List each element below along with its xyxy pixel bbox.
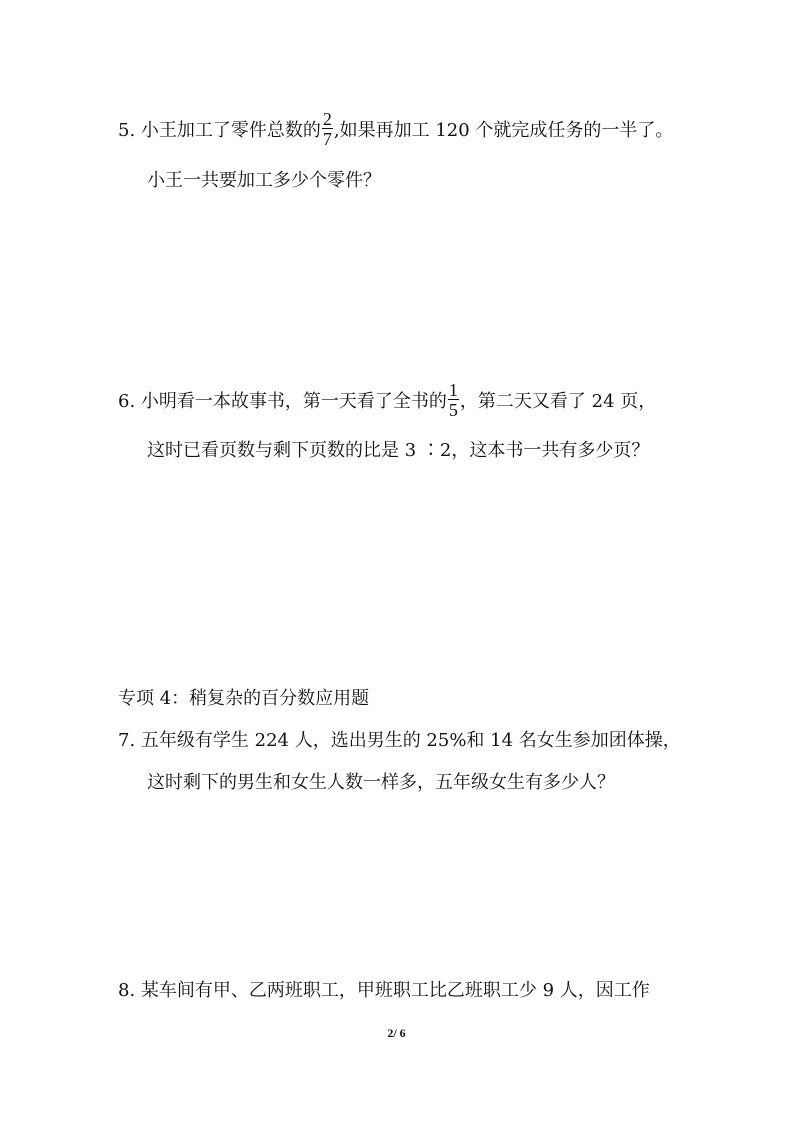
problem-5-line-1	[118, 109, 674, 149]
problem-7-line-2: 这时剩下的男生和女生人数一样多，五年级女生有多少人？	[147, 772, 615, 793]
fraction-denominator: 7	[322, 129, 332, 149]
problem-5-line-2: 小王一共要加工多少个零件？	[147, 170, 381, 191]
section-title: 专项 4：稍复杂的百分数应用题	[118, 688, 370, 709]
problem-8-line-1: 8. 某车间有甲、乙两班职工，甲班职工比乙班职工少 9 人，因工作	[118, 980, 650, 1001]
problem-7-line-1: 7. 五年级有学生 224 人，选出男生的 25%和 14 名女生参加团体操，	[118, 730, 681, 751]
problem-5-text-before: 5. 小王加工了零件总数的	[118, 120, 321, 141]
fraction-denominator: 5	[448, 400, 458, 420]
page-number: 2/ 6	[387, 1026, 406, 1040]
problem-6-line-2: 这时已看页数与剩下页数的比是 3 ∶2，这本书一共有多少页？	[147, 440, 650, 461]
problem-6-text-after: ，第二天又看了 24 页，	[459, 391, 657, 412]
fraction-two-sevenths	[322, 111, 333, 147]
problem-5-text-after: ,如果再加工 120 个就完成任务的一半了。	[333, 120, 674, 141]
fraction-one-fifth	[448, 382, 459, 418]
fraction-numerator: 2	[322, 109, 332, 129]
problem-6-line-1	[118, 380, 657, 420]
problem-6-text-before: 6. 小明看一本故事书，第一天看了全书的	[118, 391, 447, 412]
fraction-numerator: 1	[448, 380, 458, 400]
